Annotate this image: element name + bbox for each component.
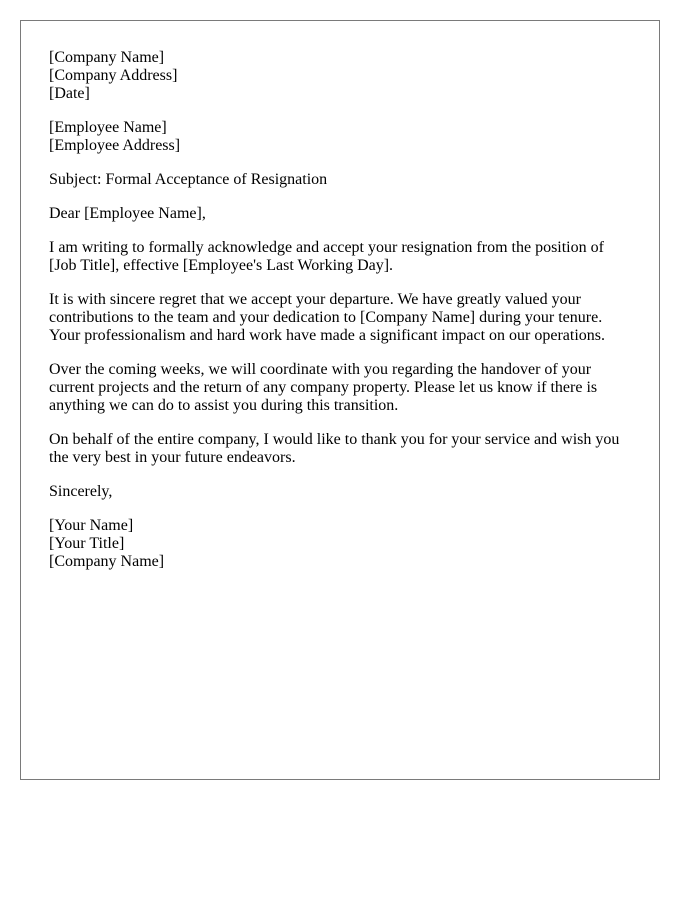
recipient-name: [Employee Name] [49,119,167,136]
subject-text: Subject: Formal Acceptance of Resignation [49,171,328,188]
body-paragraph-1 [49,239,631,275]
sender-block [49,49,631,103]
body-line: the very best in your future endeavors. [49,449,296,466]
signature-block [49,517,631,571]
salutation-text: Dear [Employee Name], [49,205,206,222]
body-line: Your professionalism and hard work have made a significant impact on our operations. [49,327,606,344]
body-line: I am writing to formally acknowledge and accept your resignation from the position of [49,239,604,256]
body-paragraph-3 [49,361,631,415]
body-line: current projects and the return of any company property. Please let us know if there is [49,379,598,396]
body-line: [Job Title], effective [Employee's Last Working Day]. [49,257,394,274]
closing-text: Sincerely, [49,483,113,500]
body-paragraph-2 [49,291,631,345]
body-line: anything we can do to assist you during this transition. [49,397,399,414]
body-line: Over the coming weeks, we will coordinate with you regarding the handover of your [49,361,592,378]
signature-name: [Your Name] [49,517,134,534]
salutation [49,205,631,223]
body-line: It is with sincere regret that we accept your departure. We have greatly valued your [49,291,581,308]
body-line: contributions to the team and your dedication to [Company Name] during your tenure. [49,309,603,326]
signature-title: [Your Title] [49,535,125,552]
recipient-block [49,119,631,155]
sender-company-name: [Company Name] [49,49,165,66]
closing [49,483,631,501]
body-paragraph-4 [49,431,631,467]
letter-date: [Date] [49,85,90,102]
letter-page [20,20,660,780]
subject-line [49,171,631,189]
body-line: On behalf of the entire company, I would like to thank you for your service and wish you [49,431,620,448]
sender-company-address: [Company Address] [49,67,178,84]
signature-company: [Company Name] [49,553,165,570]
recipient-address: [Employee Address] [49,137,181,154]
